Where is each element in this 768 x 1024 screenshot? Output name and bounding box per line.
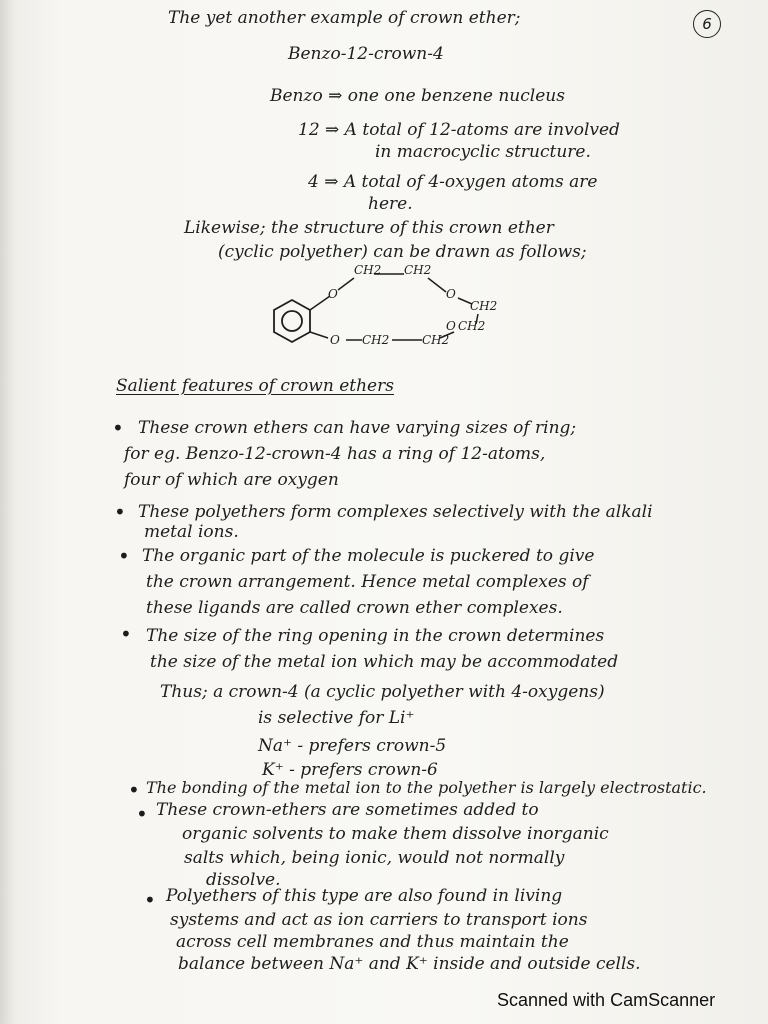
bullet-marker: • xyxy=(114,500,126,524)
likewise-line-cont: (cyclic polyether) can be drawn as follows; xyxy=(218,242,587,262)
bullet-7-line: balance between Na⁺ and K⁺ inside and outside cells. xyxy=(178,954,641,974)
benzene-ring xyxy=(274,300,310,342)
bullet-4-line: K⁺ - prefers crown-6 xyxy=(262,760,438,780)
ch2-lower-right: CH2 xyxy=(458,319,486,333)
section-heading: Salient features of crown ethers xyxy=(116,376,394,396)
bullet-marker: • xyxy=(136,802,148,826)
oxygen-lower-left: O xyxy=(330,333,340,347)
bullet-1-line: four of which are oxygen xyxy=(124,470,339,490)
bullet-1-line: for eg. Benzo-12-crown-4 has a ring of 12-atoms, xyxy=(124,444,546,464)
bullet-4-line: the size of the metal ion which may be accommodated xyxy=(150,652,619,672)
bullet-3-line: the crown arrangement. Hence metal complexes of xyxy=(146,572,589,592)
compound-name: Benzo-12-crown-4 xyxy=(288,44,444,64)
twelve-definition-cont: in macrocyclic structure. xyxy=(375,142,591,162)
bullet-3-line: The organic part of the molecule is puckered to give xyxy=(142,546,595,566)
camscanner-watermark: Scanned with CamScanner xyxy=(497,990,716,1010)
bullet-marker: • xyxy=(120,622,132,646)
bullet-4-line: Na⁺ - prefers crown-5 xyxy=(258,736,447,756)
oxygen-right: O xyxy=(446,287,456,301)
bullet-marker: • xyxy=(118,544,130,568)
bullet-marker: • xyxy=(144,888,156,912)
bullet-6-line: salts which, being ionic, would not normally xyxy=(184,848,565,868)
ch2-top-left: CH2 xyxy=(354,263,382,277)
four-definition: 4 ⇒ A total of 4-oxygen atoms are xyxy=(308,172,598,192)
bullet-4-line: is selective for Li⁺ xyxy=(258,708,415,728)
bullet-4-line: The size of the ring opening in the crown determines xyxy=(146,626,605,646)
bullet-3-line: these ligands are called crown ether complexes. xyxy=(146,598,563,618)
ch2-bottom-right: CH2 xyxy=(422,333,450,347)
ch2-bottom-left: CH2 xyxy=(362,333,390,347)
bullet-6-line: organic solvents to make them dissolve inorganic xyxy=(182,824,609,844)
bullet-5-line: The bonding of the metal ion to the polyether is largely electrostatic. xyxy=(146,778,707,797)
bullet-6-line: These crown-ethers are sometimes added to xyxy=(156,800,539,820)
oxygen-lower-right: O xyxy=(446,319,456,333)
likewise-line: Likewise; the structure of this crown ether xyxy=(184,218,554,238)
page-number: 6 xyxy=(693,10,721,38)
bullet-7-line: Polyethers of this type are also found in living xyxy=(166,886,563,906)
twelve-definition: 12 ⇒ A total of 12-atoms are involved xyxy=(298,120,620,140)
intro-line: The yet another example of crown ether; xyxy=(168,8,521,28)
ch2-right: CH2 xyxy=(470,299,498,313)
crown-ether-structure xyxy=(262,262,522,362)
bullet-marker: • xyxy=(128,778,140,802)
bullet-2-line: metal ions. xyxy=(144,522,239,542)
bullet-4-line: Thus; a crown-4 (a cyclic polyether with 4-oxygens) xyxy=(160,682,605,702)
bullet-6-line: dissolve. xyxy=(206,870,281,890)
four-definition-cont: here. xyxy=(368,194,413,214)
bullet-7-line: systems and act as ion carriers to transport ions xyxy=(170,910,588,930)
oxygen-top: O xyxy=(328,287,338,301)
bullet-7-line: across cell membranes and thus maintain the xyxy=(176,932,569,952)
page-edge-shadow xyxy=(0,0,14,1024)
benzo-definition: Benzo ⇒ one one benzene nucleus xyxy=(270,86,565,106)
bullet-1-line: These crown ethers can have varying sizes of ring; xyxy=(138,418,577,438)
ch2-top-right: CH2 xyxy=(404,263,432,277)
bullet-marker: • xyxy=(112,416,124,440)
bullet-2-line: These polyethers form complexes selectively with the alkali xyxy=(138,502,653,522)
